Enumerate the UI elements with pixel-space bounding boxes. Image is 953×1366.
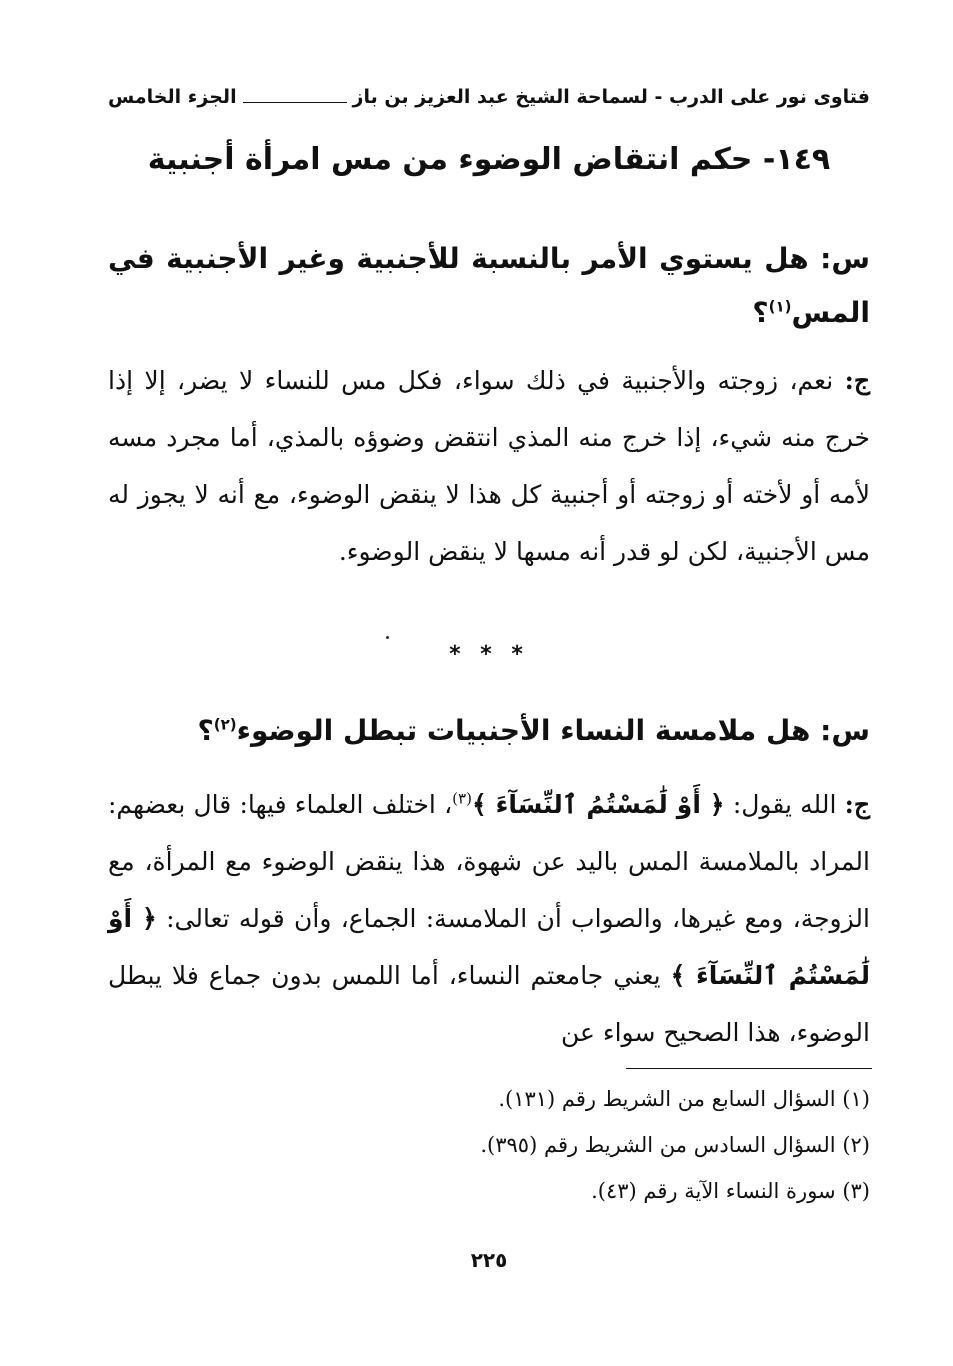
section-separator: * * * [449,642,529,667]
footnote-3: (٣) سورة النساء الآية رقم (٤٣). [591,1179,870,1203]
section-title: ١٤٩- حكم انتقاض الوضوء من مس امرأة أجنبية [147,142,831,177]
quran-verse: ﴿ أَوْ لَٰمَسْتُمُ ٱلنِّسَآءَ ﴾ [471,790,725,819]
answer-continuation: يعني جامعتم النساء، أما اللمس بدون جماع فلا يبطل الوضوء، هذا الصحيح سواء عن [108,961,870,1047]
footnote-1: (١) السؤال السابع من الشريط رقم (١٣١). [498,1087,870,1111]
answer-intro: الله يقول: [732,790,837,819]
question-mark: ؟ [197,714,214,747]
question-2 [108,704,870,758]
quran-verse-repeat: ﴿ أَوْ لَٰمَسْتُمُ ٱلنِّسَآءَ ﴾ [108,904,870,990]
running-header [108,86,870,108]
footnotes [108,1076,870,1214]
volume-label: الجزء الخامس [108,86,237,108]
question-marker: س: [820,714,870,747]
question-text: هل يستوي الأمر بالنسبة للأجنبية وغير الأجنبية في المس [108,242,870,329]
footnote-2: (٢) السؤال السادس من الشريط رقم (٣٩٥). [480,1133,870,1157]
page-number: ٢٢٥ [470,1248,508,1272]
answer-body: ، اختلف العلماء فيها: قال بعضهم: المراد بالملامسة المس باليد عن شهوة، هذا ينقض الوضوء مع المرأة، مع الزوجة، ومع غيرها، والصواب أن الملامسة: الجماع، وأن قوله تعالى: [108,790,870,933]
answer-2 [108,776,870,1061]
answer-1 [108,352,870,580]
stray-dot [386,636,389,639]
answer-marker: ج: [844,366,870,395]
question-1 [108,232,870,340]
footnote-ref: (٢) [213,715,237,734]
footnote-ref: (١) [768,297,792,316]
book-title: فتاوى نور على الدرب - لسماحة الشيخ عبد العزيز بن باز [352,86,870,108]
answer-text: نعم، زوجته والأجنبية في ذلك سواء، فكل مس للنساء لا يضر، إلا إذا خرج منه شيء، إذا خرج منه المذي انتقض وضوؤه بالمذي، أما مجرد مسه لأمه أو لأخته أو زوجته أو أجنبية كل هذا لا ينقض الوضوء، مع أنه لا يجوز له مس الأجنبية، لكن لو قدر أنه مسها لا ينقض الوضوء. [108,366,870,566]
question-mark: ؟ [752,296,769,329]
footnote-rule [626,1068,872,1069]
footnote-ref: (٣) [452,789,472,808]
question-text: هل ملامسة النساء الأجنبيات تبطل الوضوء [236,714,811,747]
header-rule [243,102,347,103]
question-marker: س: [820,242,870,275]
answer-marker: ج: [844,790,871,819]
